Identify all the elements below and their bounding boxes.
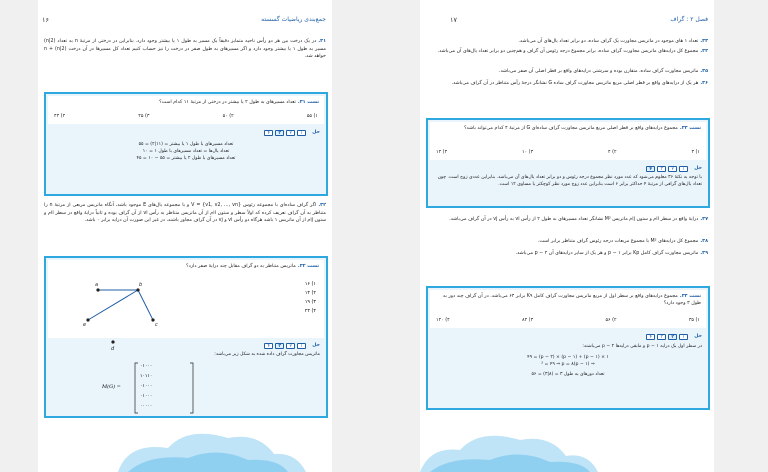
test-31-solution-label: حل <box>312 130 320 135</box>
test-34-options <box>436 318 700 326</box>
note-37 <box>426 216 708 224</box>
note-34-text: مجموع کل درایه‌های ماتریس مجاورت گراف ساده، برابر مجموع درجه رئوس آن گراف و هم‌چنین دو برابر تعداد یال‌های آن می‌باشد. <box>437 49 699 54</box>
note-36 <box>426 80 708 88</box>
test-32-box <box>44 256 328 418</box>
test-31-solution-line-2: تعداد یال‌ها = تعداد مسیرهای با طول ۱ = ۱۰ <box>142 148 230 154</box>
test-34-check-2[interactable]: ۲ <box>668 334 677 340</box>
test-31-solution-line-1: تعداد مسیرهای با طول ۱ یا بیشتر = (۱۱|۲) = ۵۵ <box>138 142 234 147</box>
left-page-number: ۱۶ <box>42 16 49 24</box>
note-39 <box>426 250 708 258</box>
note-37-text: درایهٔ واقع در سطر iام و ستون jام ماتریس M² نشانگر تعداد مسیرهای به طول ۲ از رأس vi به رأس vj در آن گراف می‌باشد. <box>449 217 699 222</box>
test-31-option-3[interactable]: ۳) ۴۵ <box>138 114 150 119</box>
note-35-number: ۳۵. <box>700 69 708 74</box>
test-34-check-4[interactable]: ۴ <box>646 334 655 340</box>
test-31-check-1[interactable]: ۱ <box>297 130 306 136</box>
test-33-solution-label: حل <box>694 166 702 171</box>
graph-vertex-e <box>86 318 89 321</box>
test-34-box <box>426 286 710 410</box>
test-34-question-panel <box>430 290 706 328</box>
test-31-option-4[interactable]: ۴) ۴۴ <box>54 114 66 119</box>
right-page-header <box>420 16 714 28</box>
test-33-question <box>430 122 706 132</box>
test-32-check-2[interactable]: ۲ <box>286 343 295 349</box>
test-33-question-text: مجموع درایه‌های واقع بر قطر اصلی مربع ماتریس مجاورت گراف ساده‌ای G از مرتبهٔ ۴ کدام می‌تواند باشد؟ <box>464 126 678 131</box>
test-34-solution-line-2: ⇒ (p − ۱)² = ۴۹ ⇒ p = ۸ <box>541 361 595 367</box>
test-33-option-3[interactable]: ۳) ۱۰ <box>522 150 534 155</box>
test-31-question-text: تعداد مسیرهای به طول ۲ یا بیشتر در درختی از مرتبهٔ ۱۱ کدام است؟ <box>159 100 296 105</box>
test-31-question-panel <box>48 96 324 124</box>
test-31-question <box>48 96 324 106</box>
note-34 <box>426 48 708 56</box>
note-33-text: تعداد ۱ های موجود در ماتریس مجاورت یک گراف ساده، دو برابر تعداد یال‌های آن می‌باشد. <box>518 39 699 44</box>
note-35 <box>426 68 708 76</box>
note-32-number: ۳۲. <box>318 203 326 208</box>
note-38-number: ۳۸. <box>700 239 708 244</box>
test-31-check-4[interactable]: ۴ <box>264 130 273 136</box>
right-page <box>420 0 714 472</box>
graph-label-a: a <box>95 282 99 288</box>
adjacency-matrix <box>102 362 222 414</box>
note-32-text: اگر گراف ساده‌ای با مجموعه رئوس V = {v1, v2, …, vn} و با مجموعه یال‌های E موجود باشد، آنگاه ماتریس مربعی از مرتبهٔ n را متناظر به آن گراف تعریف کرده که اولاً سطر و ستون iام از آن ماتریس متناظر به رأس vi از آن گراف بوده و ثانیاً درایهٔ واقع در سطر iام و ستون jام از آن ماتریس ۱ باشد هرگاه دو رأس vi و vj در آن گراف مجاور باشند، در غیر این صورت آن درایه برابر ۰ باشد. <box>44 203 327 224</box>
test-34-option-1[interactable]: ۱) ۳۵ <box>688 318 700 323</box>
test-32-check-1[interactable]: ۱ <box>297 343 306 349</box>
note-31 <box>44 38 326 61</box>
test-31-box <box>44 92 328 196</box>
test-34-option-3[interactable]: ۳) ۸۴ <box>522 318 534 323</box>
test-33-check-4[interactable]: ۴ <box>646 166 655 172</box>
note-33-number: ۳۳. <box>700 39 708 44</box>
note-31-text: در یک درخت بین هر دو رأس ناحیه متمایز دقیقاً یک مسیر به طول ۱ یا بیشتر وجود دارد. بنابراین در درختی از مرتبهٔ n به تعداد (n|2) مسیر به طول ۱ یا بیشتر وجود دارد و اگر مسیرهای به طول صفر در درخت را نیز حساب کنیم تعداد کل مسیرها در آن درخت n + (n|2) خواهد شد. <box>44 39 326 60</box>
test-31-check-3[interactable]: ۳ <box>275 130 284 136</box>
graph-label-d: d <box>111 346 115 352</box>
matrix-row-1: ۰۱۰۰۰ <box>140 364 153 369</box>
test-34-label: تست ۳۴. <box>679 294 701 299</box>
graph-label-b: b <box>139 282 143 288</box>
right-page-wave-decoration <box>420 412 714 472</box>
note-38 <box>426 238 708 246</box>
left-page-wave-decoration <box>38 412 332 472</box>
test-34-solution-line-1: ۱ × (p − ۱) + (p − ۱) × (p − ۲) = ۴۹ <box>527 354 609 360</box>
right-header-title: فصل ۲ : گراف <box>670 16 708 23</box>
test-34-solution-label: حل <box>694 334 702 339</box>
test-33-option-1[interactable]: ۱) ۳ <box>691 150 700 155</box>
left-page-header <box>38 16 332 28</box>
note-32 <box>44 202 326 225</box>
test-34-option-2[interactable]: ۲) ۵۶ <box>605 318 617 323</box>
left-header-title: جمع‌بندی ریاضیات گسسته <box>261 16 326 23</box>
test-33-box <box>426 118 710 208</box>
test-31-option-1[interactable]: ۱) ۵۵ <box>306 114 318 119</box>
matrix-row-5: ۰۰۰۰۰ <box>140 404 153 409</box>
test-31-option-2[interactable]: ۲) ۵۰ <box>222 114 234 119</box>
graph-label-e: e <box>83 322 87 328</box>
test-31-solution-line-3: تعداد مسیرهای با طول ۲ یا بیشتر = ۵۵ − ۱۰ = ۴۵ <box>136 155 236 161</box>
test-34-option-4[interactable]: ۴) ۱۲۰ <box>436 318 450 323</box>
test-33-label: تست ۳۳. <box>679 126 701 131</box>
test-32-check-4[interactable]: ۴ <box>264 343 273 349</box>
test-32-option-2[interactable]: ۲) ۱۴ <box>304 291 316 296</box>
test-33-answer-row <box>646 164 702 173</box>
test-34-check-1[interactable]: ۱ <box>679 334 688 340</box>
graph-edge-b-c <box>138 290 153 320</box>
test-33-check-3[interactable]: ۳ <box>657 166 666 172</box>
graph-edge-b-e <box>88 290 138 320</box>
test-33-check-2[interactable]: ۲ <box>668 166 677 172</box>
matrix-row-3: ۰۱۰۰۰ <box>140 384 153 389</box>
test-31-options <box>54 114 318 122</box>
test-34-solution-intro: در سطر اول یک درایه p − ۱ و مابقی درایه‌ها p − ۲ می‌باشند: <box>582 344 702 349</box>
test-32-option-3[interactable]: ۳) ۱۹ <box>304 300 316 305</box>
graph-label-c: c <box>155 322 158 328</box>
note-35-text: ماتریس مجاورت گراف ساده، متقارن بوده و سرشتی درایه‌های واقع بر قطر اصلی آن صفر می‌باشد. <box>498 69 699 74</box>
test-33-option-4[interactable]: ۴) ۱۴ <box>436 150 448 155</box>
matrix-label: M(G) = <box>102 384 121 390</box>
matrix-row-2: ۱۰۱۱۰ <box>140 374 153 379</box>
note-39-text: ماتریس مجاورت گراف کامل Kp برابر ۱ − p و هر یک از سایر درایه‌های آن p − ۲ می‌باشد. <box>515 251 699 256</box>
test-31-label: تست ۳۱. <box>297 100 319 105</box>
test-34-solution-line-3: تعداد دورهای به طول ۳ = (۸|۳) = ۵۶ <box>531 372 605 378</box>
matrix-row-4: ۰۱۰۰۰ <box>140 394 153 399</box>
test-32-options <box>256 280 316 316</box>
test-31-check-2[interactable]: ۲ <box>286 130 295 136</box>
test-34-question-text: مجموع درایه‌های واقع بر سطر اول از مربع ماتریس مجاورت گراف کامل K۹ برابر ۶۴ می‌باشد. در آن گراف چند دور به طول ۳ وجود دارد؟ <box>442 294 701 306</box>
note-33 <box>426 38 708 46</box>
test-34-answer-row <box>646 332 702 341</box>
test-33-solution-text: با توجه به نکتهٔ ۳۶ معلوم می‌شود که عدد مورد نظر مجموع درجه رئوس و دو برابر تعداد یال‌های آن می‌باشد. بنابراین عددی زوج است. چون تعداد یال‌های گرافی از مرتبهٔ ۴ حداکثر برابر ۶ است بنابراین عدد زوج مورد نظر کوچکتر یا مساوی ۱۲ است. <box>437 175 702 187</box>
graph-vertex-b <box>136 288 139 291</box>
test-32-solution-label: حل <box>312 343 320 348</box>
test-32-question <box>48 260 324 270</box>
note-31-number: ۳۱. <box>318 39 326 44</box>
note-36-number: ۳۶. <box>700 81 708 86</box>
test-32-label: تست ۳۲. <box>297 264 319 269</box>
test-32-option-1[interactable]: ۱) ۱۶ <box>304 282 316 287</box>
test-34-check-3[interactable]: ۳ <box>657 334 666 340</box>
test-33-options <box>436 150 700 158</box>
test-33-question-panel <box>430 122 706 160</box>
test-33-option-2[interactable]: ۲) ۴ <box>608 150 617 155</box>
test-33-check-1[interactable]: ۱ <box>679 166 688 172</box>
test-31-answer-row <box>264 128 320 137</box>
right-page-number: ۱۷ <box>450 16 457 24</box>
test-33-solution <box>434 175 702 189</box>
graph-vertex-d <box>111 340 114 343</box>
note-36-text: هر یک از درایه‌های واقع بر قطر اصلی مربع ماتریس مجاورت گراف ساده G نشانگر درجهٔ رأس متناظر در آن گراف می‌باشد. <box>451 81 699 86</box>
note-39-number: ۳۹. <box>700 251 708 256</box>
test-34-question <box>430 290 706 307</box>
test-32-check-3[interactable]: ۳ <box>275 343 284 349</box>
test-32-solution <box>52 352 320 359</box>
test-32-solution-text: ماتریس مجاورت گراف داده شده به شکل زیر می‌باشد: <box>214 352 320 357</box>
note-38-text: مجموع کل درایه‌های M² با مجموع مربعات درجه رئوس گراف متناظر برابر است. <box>537 239 699 244</box>
test-32-option-4[interactable]: ۴) ۲۴ <box>304 309 316 314</box>
note-34-number: ۳۴. <box>700 49 708 54</box>
test-32-question-text: ماتریس متناظر به دو گراف مقابل چند درایهٔ صفر دارد؟ <box>186 264 296 269</box>
graph-vertex-a <box>96 288 99 291</box>
test-31-solution <box>52 142 320 162</box>
left-page <box>38 0 332 472</box>
test-34-solution <box>434 344 702 379</box>
test-32-graph <box>78 280 198 360</box>
test-32-answer-row <box>264 341 320 350</box>
note-37-number: ۳۷. <box>700 217 708 222</box>
